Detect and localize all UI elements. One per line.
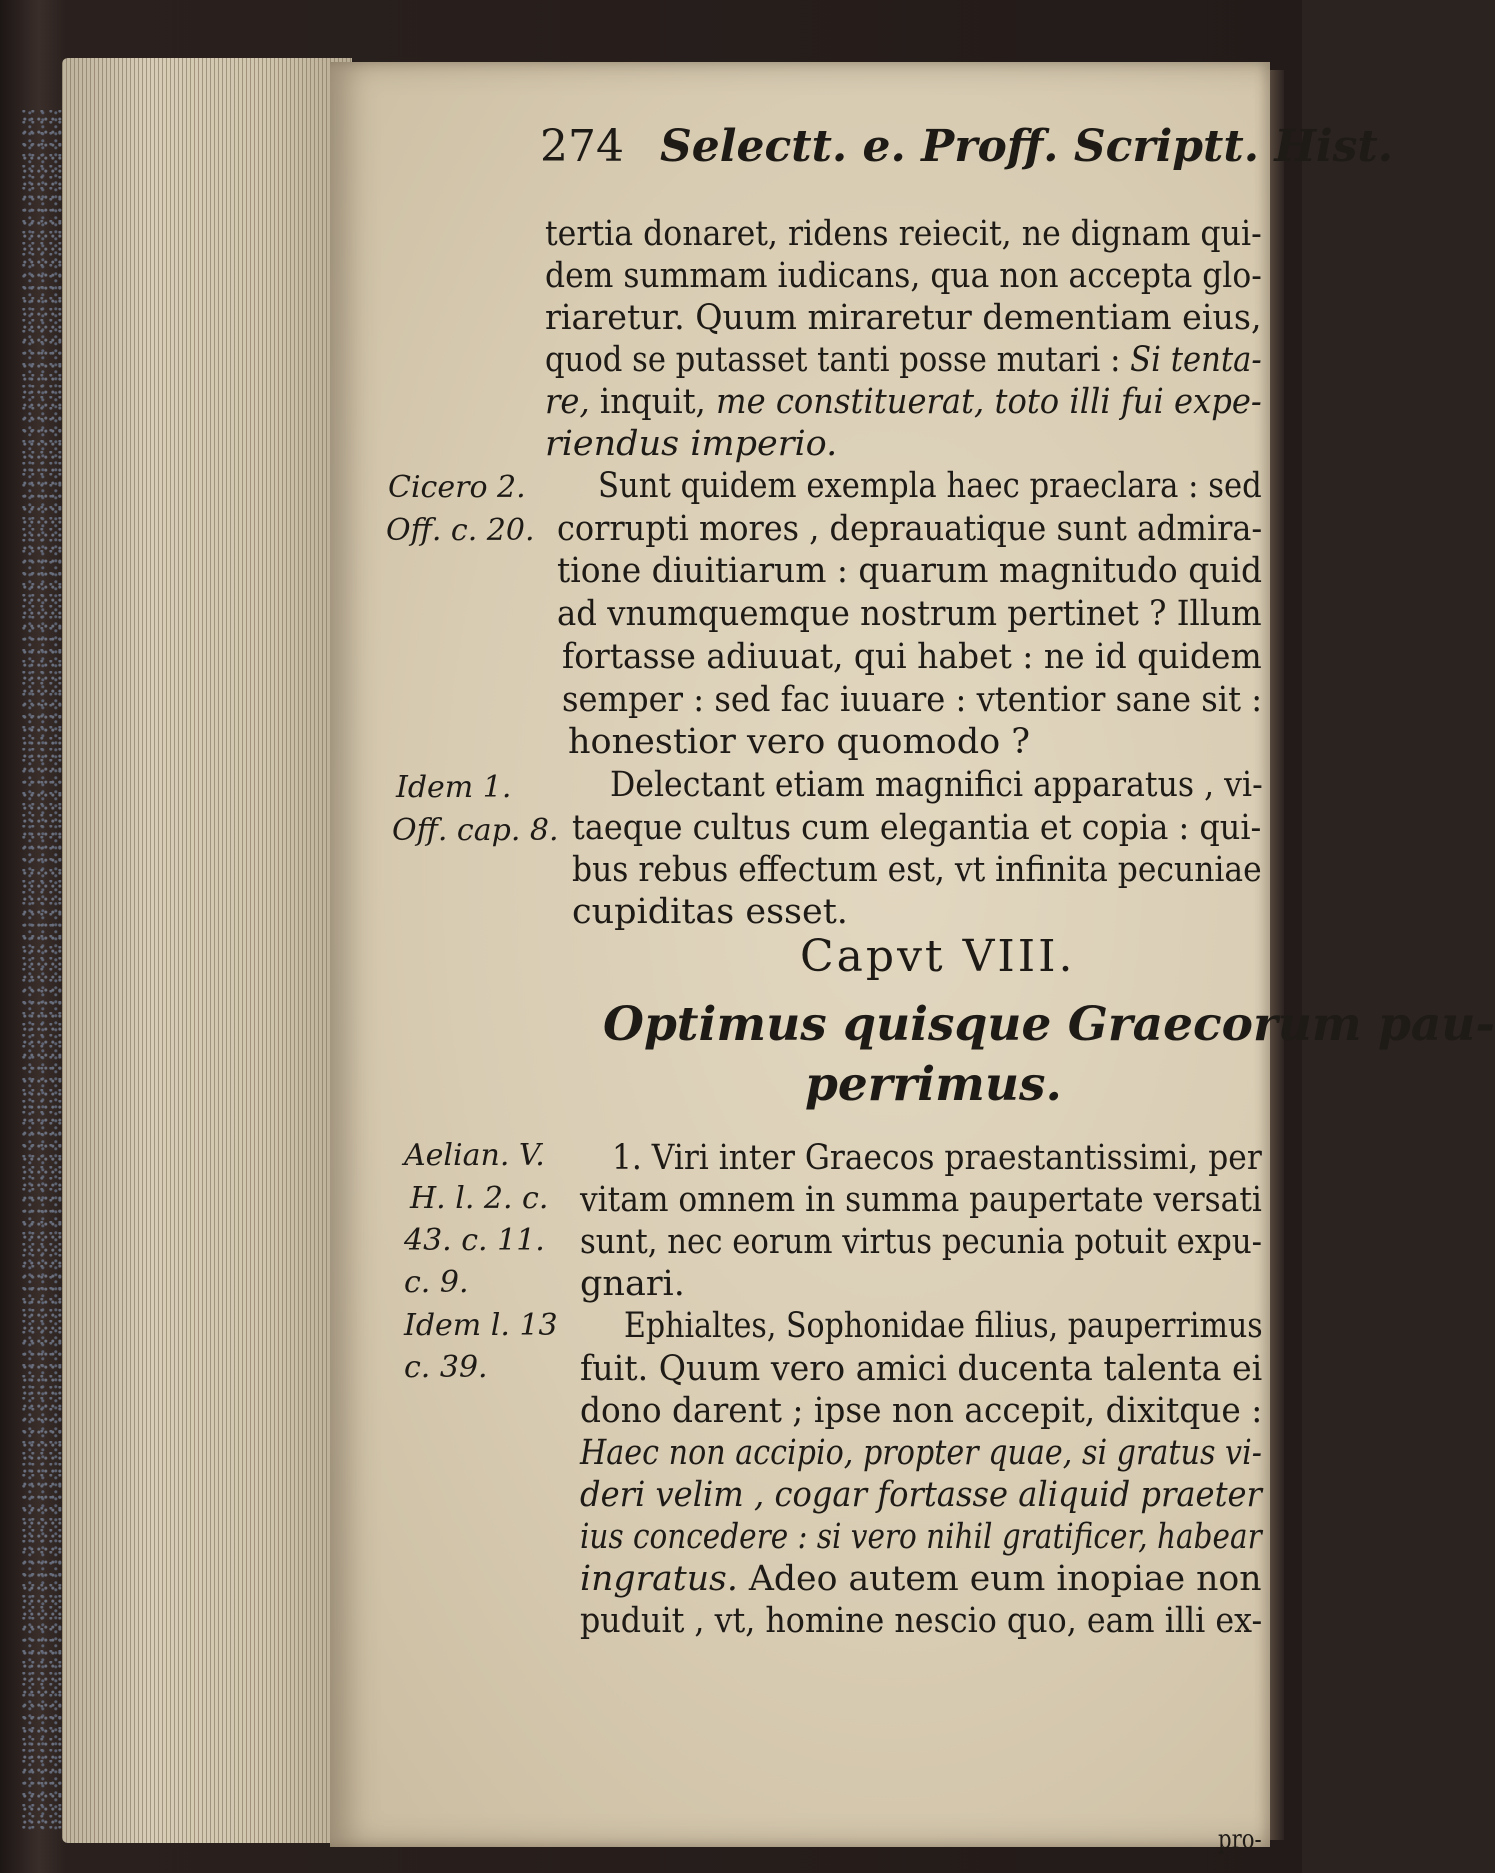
margin-note-8: c. 9. [404, 1265, 469, 1300]
text-run: tione diuitiarum : quarum magnitudo quid [557, 551, 1263, 591]
chapter-heading: Capvt VIII. [800, 931, 1076, 982]
text1-line-8 [557, 509, 1262, 549]
text-run: Adeo autem eum inopiae non [737, 1559, 1262, 1599]
text2-line-6 [580, 1349, 1262, 1389]
text-run: Si tenta- [1130, 340, 1262, 380]
margin-note-9: Idem l. 13 [404, 1308, 558, 1343]
text1-line-13 [568, 722, 1030, 762]
chapter-subtitle-line-1: Optimus quisque Graecorum pau- [603, 997, 1495, 1052]
text-run: riendus imperio. [545, 424, 838, 464]
text-run: 1. Viri inter Graecos praestantissimi, per [612, 1138, 1262, 1178]
text-run: puduit , vt, homine nescio quo, eam illi ex- [580, 1601, 1263, 1641]
text2-line-8 [580, 1433, 1262, 1473]
page-block-edge [62, 58, 352, 1843]
running-head [540, 122, 1393, 172]
text1-line-7 [598, 466, 1262, 506]
text2-line-12 [580, 1601, 1262, 1641]
text1-line-2 [545, 256, 1262, 296]
text1-line-10 [557, 594, 1262, 634]
text-run: ius concedere : si vero nihil gratificer, habear [580, 1517, 1262, 1557]
text-run: honestior vero quomodo ? [568, 722, 1031, 762]
text1-line-5 [545, 382, 1262, 422]
text2-line-11 [580, 1559, 1262, 1599]
text1-line-16 [572, 850, 1262, 890]
chapter-subtitle-line-2: perrimus. [805, 1057, 1062, 1112]
text-run: ad vnumquemque nostrum pertinet ? Illum [557, 594, 1262, 634]
text-run: fortasse adiuuat, qui habet : ne id quidem [562, 637, 1262, 677]
text-run: tertia donaret, ridens reiecit, ne dignam qui- [545, 214, 1262, 254]
text-run: re, [545, 382, 590, 422]
text1-line-12 [562, 680, 1262, 720]
margin-note-4: Off. cap. 8. [392, 813, 559, 848]
text2-line-2 [580, 1180, 1262, 1220]
text2-line-5 [624, 1306, 1263, 1346]
text1-line-1 [545, 214, 1262, 254]
margin-note-10: c. 39. [404, 1350, 488, 1385]
text-run: corrupti mores , deprauatique sunt admira- [557, 509, 1263, 549]
text-run: fuit. Quum vero amici ducenta talenta ei [580, 1349, 1263, 1389]
text-run: dem summam iudicans, qua non accepta glo- [545, 256, 1262, 296]
text1-line-14 [610, 765, 1263, 805]
margin-note-6: H. l. 2. c. [410, 1181, 549, 1216]
text2-line-7 [580, 1391, 1262, 1431]
text-run: bus rebus effectum est, vt infinita pecuniae [572, 850, 1262, 890]
text-run: riaretur. Quum miraretur dementiam eius, [545, 298, 1262, 338]
margin-note-5: Aelian. V. [404, 1138, 545, 1173]
text-run: Delectant etiam magnifici apparatus , vi- [610, 765, 1263, 805]
margin-note-3: Idem 1. [396, 770, 512, 805]
text-run: quod se putasset tanti posse mutari : [545, 340, 1131, 380]
gutter-shadow [1268, 70, 1284, 1840]
margin-note-2: Off. c. 20. [386, 513, 535, 548]
text1-line-11 [562, 637, 1262, 677]
text-run: me constituerat, toto illi fui expe- [716, 382, 1262, 422]
text-run: cupiditas esset. [572, 892, 848, 932]
text-run: Ephialtes, Sophonidae filius, pauperrimus [624, 1306, 1263, 1346]
margin-note-7: 43. c. 11. [404, 1223, 545, 1258]
text1-line-15 [572, 808, 1261, 848]
text-run: gnari. [580, 1264, 685, 1304]
text1-line-9 [557, 551, 1262, 591]
text1-line-17 [572, 892, 848, 932]
text-run: Haec non accipio, propter quae, si gratus vi- [580, 1433, 1262, 1473]
text1-line-4 [545, 340, 1262, 380]
text-run: Sunt quidem exempla haec praeclara : sed [598, 466, 1262, 506]
text-run: sunt, nec eorum virtus pecunia potuit expu- [580, 1222, 1263, 1262]
text1-line-6 [545, 424, 837, 464]
running-head-title: Selectt. e. Proff. Scriptt. Hist. [659, 121, 1394, 172]
text-run: ingratus. [580, 1559, 738, 1599]
catchword: pro- [1218, 1825, 1262, 1855]
text-run: dono darent ; ipse non accepit, dixitque : [580, 1391, 1263, 1431]
text-run: vitam omnem in summa paupertate versati [580, 1180, 1262, 1220]
text-run: semper : sed fac iuuare : vtentior sane sit : [562, 680, 1263, 720]
text-run: inquit, [589, 382, 717, 422]
text-run: taeque cultus cum elegantia et copia : qui- [572, 808, 1262, 848]
text2-line-10 [580, 1517, 1262, 1557]
text2-line-9 [580, 1475, 1262, 1515]
text2-line-3 [580, 1222, 1262, 1262]
text2-line-1 [612, 1138, 1262, 1178]
text2-line-4 [580, 1264, 685, 1304]
margin-note-1: Cicero 2. [388, 470, 526, 505]
page-number: 274 [540, 121, 624, 172]
text1-line-3 [545, 298, 1262, 338]
text-run: deri velim , cogar fortasse aliquid praeter [580, 1475, 1262, 1515]
